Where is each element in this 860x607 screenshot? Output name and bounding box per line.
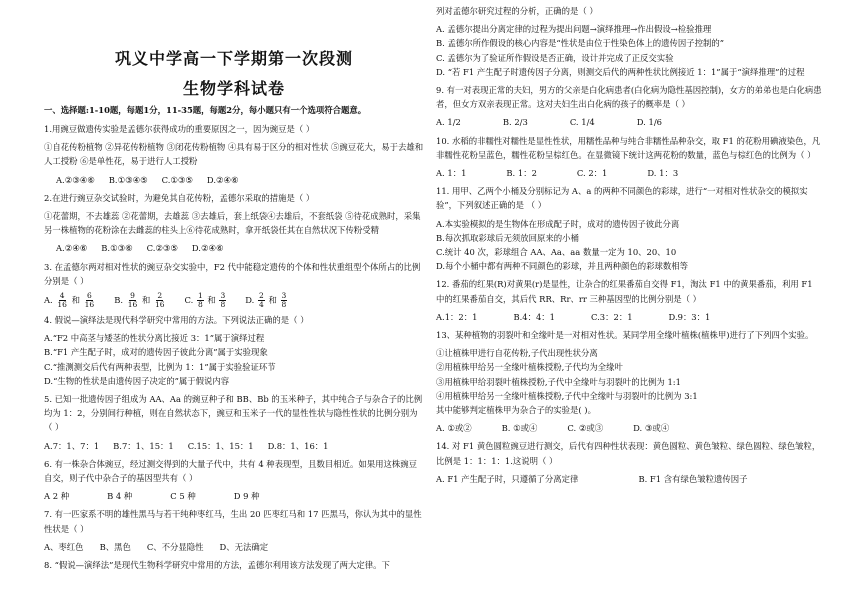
question-7-stem: 7. 有一匹家系不明的雄性黑马与若干纯种枣红马，生出 20 匹枣红马和 17 匹黑马，你认为其中的显性性状是（ ） [44,509,422,534]
experiment-item: ①让植株甲进行自花传粉,子代出现性状分离 [436,348,598,359]
question-7-options [44,540,424,554]
question-6 [44,457,424,504]
option: A. F1 产生配子时，只遵循了分离定律 [436,473,579,484]
exam-subtitle: 生物学科试卷 [182,79,285,98]
question-2-statements: ①花蕾期，不去雄蕊 ②花蕾期，去雄蕊 ③去雄后，套上纸袋④去雄后，不套纸袋 ⑤待花成熟时，采集另一株植物的花粉涂在去雌蕊的柱头上⑥待花成熟时，拿开纸袋任其在自然状况下传粉受精 [44,211,421,236]
option: D.9：3：1 [668,311,711,322]
question-12-stem: 12. 番茄的红果(R)对黄果(r)是显性，让杂合的红果番茄自交得 F1，淘汰 F1 中的黄果番茄，利用 F1 中的红果番茄自交，其后代 RR、Rr、rr 三种基因型的比例分别是（ ） [436,279,813,304]
question-4 [44,313,424,388]
experiment-item: ②用植株甲给另一全缘叶植株授粉,子代均为全缘叶 [436,362,623,373]
question-13-experiments [436,346,822,417]
question-10-options [436,166,822,180]
option: D.②④⑥ [191,243,224,254]
exam-title: 巩义中学高一下学期第一次段测 [114,49,353,68]
question-12-options [436,310,822,324]
question-4-options [44,331,424,388]
question-2-options [56,241,424,255]
option: B. F1 含有绿色皱粒遗传因子 [638,473,748,484]
option: A. ①或② [436,423,472,434]
question-8-continued [436,4,822,79]
option: D. 1/6 [636,117,662,128]
option: A. $\frac{4}{16}$ 和 $\frac{6}{16}$ [44,291,95,310]
option: A. 孟德尔提出分离定律的过程为提出问题→演绎推理→作出假设→检验推理 [436,24,712,35]
option: D. “若 F1 产生配子时遗传因子分离，则测交后代的两种性状比例接近 1：1”属于“演绎推理”的过程 [436,66,805,77]
option: B.①③④⑤ [108,174,148,185]
question-11-stem: 11. 用甲、乙两个小桶及分别标记为 A、a 的两种不同颜色的彩球，进行“一对相对性状杂交的模拟实验”，下列叙述正确的是 （ ） [436,186,808,211]
option: A.本实验模拟的是生物体在形成配子时，成对的遗传因子彼此分离 [436,218,680,229]
experiment-item: ③用植株甲给羽裂叶植株授粉,子代中全缘叶与羽裂叶的比例为 1:1 [436,376,681,387]
question-14-options [436,472,822,486]
option: B. 1：2 [506,168,537,179]
question-14 [436,439,822,486]
option: D、无法确定 [219,541,269,552]
question-13-question: 其中能够判定植株甲为杂合子的实验是( )。 [436,405,596,416]
question-10 [436,134,822,181]
option: B.7：1、15：1 [113,440,174,451]
option: A.1：2：1 [436,311,478,322]
question-8-stem: 8. “假说—演绎法”是现代生物科学研究中常用的方法，孟德尔利用该方法发现了两大定律。下 [44,560,390,571]
option: C.3：2：1 [591,311,633,322]
question-5-stem: 5. 已知一批遗传因子组成为 AA、Aa 的豌豆种子和 BB、Bb 的玉米种子，其中纯合子与杂合子的比例均为 1：2，分别间行种植，则在自然状态下，豌豆和玉米子一代的显性性状与隐性性状的比例分别为（ ） [44,394,423,433]
option: C. 1/4 [569,117,595,128]
option: C. ②或③ [567,423,604,434]
question-14-stem: 14. 对 F1 黄色圆粒豌豆进行测交，后代有四种性状表现：黄色圆粒、黄色皱粒、绿色圆粒、绿色皱粒，比例是 1：1：1：1.这说明（ ） [436,441,821,466]
question-1 [44,122,424,187]
option: B.“F1 产生配子时，成对的遗传因子彼此分离”属于实验现象 [44,347,268,358]
option: D.8：1、16：1 [267,440,329,451]
option: C、不分显隐性 [146,541,204,552]
question-9-options [436,115,822,129]
question-5 [44,392,424,453]
option: B 4 种 [107,491,133,502]
option: A.②④⑥ [56,243,88,254]
option: B、黑色 [99,541,131,552]
question-4-stem: 4. 假说—演绎法是现代科学研究中常用的方法。下列说法正确的是（ ） [44,315,309,326]
option: D. ③或④ [633,423,670,434]
option: B.①③⑥ [101,243,133,254]
question-1-options [56,173,424,187]
option: D. $\frac{2}{4}$ 和 $\frac{3}{8}$ [245,291,287,310]
question-1-stem: 1.用豌豆做遗传实验是孟德尔获得成功的重要原因之一，因为豌豆是（ ） [44,124,315,134]
option: C.15：1、15：1 [187,440,254,451]
question-13-stem: 13、某种植物的羽裂叶和全缘叶是一对相对性状。某同学用全缘叶植株(植株甲)进行了下列四个实验。 [436,330,814,341]
question-11 [436,184,822,273]
question-13-options [436,421,822,435]
option: A 2 种 [44,491,70,502]
option: C.统计 40 次，彩球组合 AA、Aa、aa 数量一定为 10、20、10 [436,247,677,258]
question-8 [44,558,424,572]
option: B.4：4：1 [513,311,556,322]
left-questions [44,122,424,576]
option: D.每个小桶中都有两种不同颜色的彩球，并且两种颜色的彩球数相等 [436,261,688,272]
question-3-options [44,292,424,309]
option: A.7：1、7：1 [44,440,100,451]
option: C.“推测测交后代有两种表型，比例为 1：1”属于实验验证环节 [44,361,276,372]
question-6-stem: 6. 有一株杂合体豌豆，经过测交得到的大量子代中，共有 4 种表现型，且数目相近。如果用这株豌豆自交，则子代中杂合子的基因型共有（ ） [44,458,418,484]
option: C.①③⑤ [161,174,193,185]
question-3-stem: 3. 在孟德尔两对相对性状的豌豆杂交实验中，F2 代中能稳定遗传的个体和性状重组型个体所占的比例分别是（ ） [44,261,421,286]
question-9-stem: 9. 有一对表现正常的夫妇，男方的父亲是白化病患者(白化病为隐性基因控制)，女方的弟弟也是白化病患者，但女方双亲表现正常。这对夫妇生出白化病的孩子的概率是（ ） [436,85,822,110]
question-2-stem: 2.在进行豌豆杂交试验时，为避免其自花传粉，孟德尔采取的措施是（ ） [44,192,315,203]
question-9 [436,83,822,130]
question-2 [44,191,424,256]
question-11-options [436,217,822,274]
option: B. 2/3 [502,117,528,128]
question-8-stem-continued: 列对孟德尔研究过程的分析，正确的是（ ） [436,6,598,16]
option: A.②③④⑥ [56,174,95,185]
option: A、枣红色 [44,541,84,552]
option: A. 1/2 [436,117,461,128]
option: A. 1：1 [436,168,467,179]
option: C.②③⑤ [146,243,178,254]
option: B. 孟德尔所作假设的核心内容是“性状是由位于性染色体上的遗传因子控制的” [436,38,725,49]
right-questions [436,4,822,490]
option: D 9 种 [233,491,260,502]
question-7 [44,507,424,554]
question-1-statements: ①自花传粉植物 ②异花传粉植物 ③闭花传粉植物 ④具有易于区分的相对性状 ⑤豌豆花大，易于去雄和人工授粉 ⑥是单性花，易于进行人工授粉 [44,142,424,167]
experiment-item: ④用植株甲给另一全缘叶植株授粉,子代中全缘叶与羽裂叶的比例为 3:1 [436,390,698,401]
question-13 [436,328,822,435]
option: C. $\frac{1}{8}$ 和 $\frac{3}{8}$ [184,291,226,310]
option: B.每次抓取彩球后无须放回原来的小桶 [436,232,579,243]
section-heading: 一、选择题:1-10题，每题1分，11-35题，每题2分，每小题只有一个选项符合题意。 [44,105,367,115]
option: B. $\frac{9}{16}$ 和 $\frac{2}{16}$ [114,291,165,310]
question-10-stem: 10. 水稻的非糯性对糯性是显性性状，用糯性品种与纯合非糯性品种杂交，取 F1 的花粉用碘液染色，凡非糯性花粉呈蓝色，糯性花粉呈棕红色。在显微镜下统计这两花粉的数量，蓝色与棕红色的比例为（ ） [436,135,821,160]
question-12 [436,277,822,324]
option: D. 1：3 [647,168,679,179]
question-6-options [44,489,424,503]
question-8-options [436,22,822,79]
option: D.②④⑥ [206,174,239,185]
option: A.“F2 中高茎与矮茎的性状分离比接近 3：1”属于演绎过程 [44,333,265,344]
option: C. 孟德尔为了验证所作假设是否正确，设计并完成了正反交实验 [436,52,674,63]
question-3 [44,260,424,309]
option: C. 2：1 [576,168,608,179]
option: D.“生物的性状是由遗传因子决定的”属于假说内容 [44,375,230,386]
option: C 5 种 [170,491,196,502]
option: B. ①或④ [501,423,538,434]
question-5-options [44,439,424,453]
